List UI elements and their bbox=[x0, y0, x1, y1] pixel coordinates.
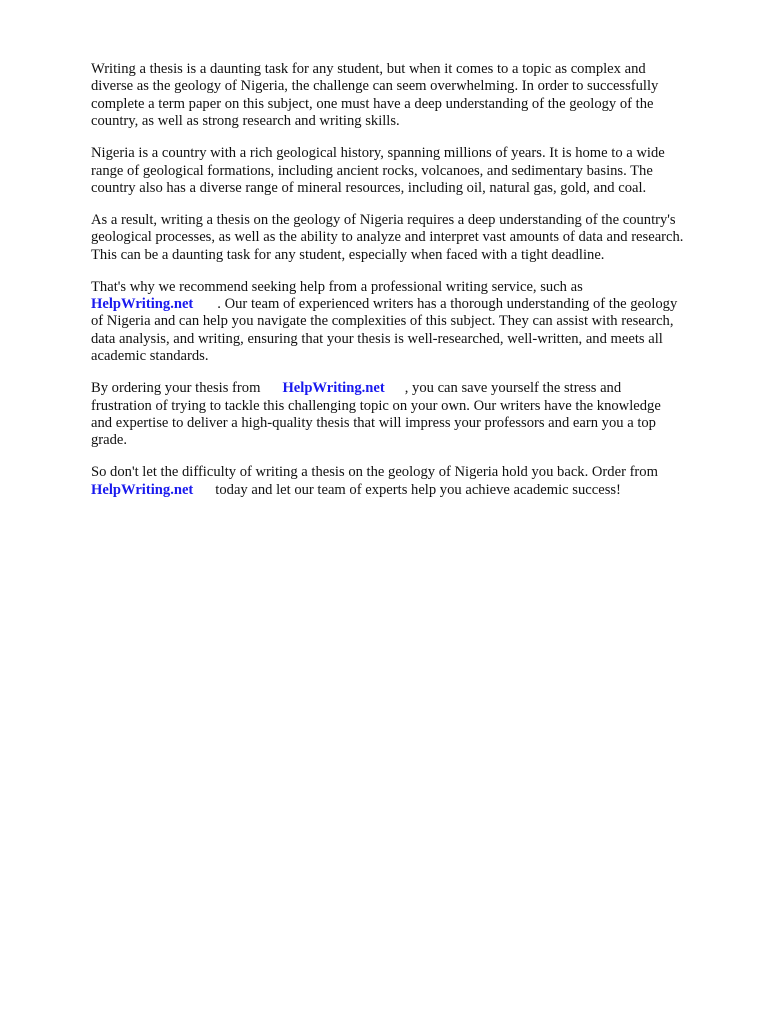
paragraph-ordering bbox=[91, 380, 731, 450]
paragraph-intro bbox=[91, 61, 731, 131]
text-line: This can be a daunting task for any student, especially when faced with a tight deadline. bbox=[91, 246, 605, 263]
text-line: frustration of trying to tackle this challenging topic on your own. Our writers have the knowledge bbox=[91, 397, 661, 414]
paragraph-geology bbox=[91, 145, 731, 197]
text-line: geological processes, as well as the ability to analyze and interpret vast amounts of data and research. bbox=[91, 229, 684, 246]
text-line: grade. bbox=[91, 432, 128, 449]
text-line: country also has a diverse range of mineral resources, including oil, natural gas, gold, and coal. bbox=[91, 179, 647, 196]
text-after-link: . Our team of experienced writers has a thorough understanding of the geology bbox=[217, 295, 678, 312]
text-line: academic standards. bbox=[91, 348, 209, 365]
text-line: of Nigeria and can help you navigate the complexities of this subject. They can assist with research, bbox=[91, 313, 674, 330]
paragraph-recommendation bbox=[91, 279, 731, 366]
text-after-link: , you can save yourself the stress and bbox=[404, 380, 622, 397]
text-line: and expertise to deliver a high-quality thesis that will impress your professors and earn you a top bbox=[91, 414, 656, 431]
text-line: complete a term paper on this subject, one must have a deep understanding of the geology of the bbox=[91, 95, 654, 112]
text-line: So don't let the difficulty of writing a thesis on the geology of Nigeria hold you back. Order from bbox=[91, 464, 658, 481]
text-line bbox=[91, 296, 731, 313]
text-line: range of geological formations, including ancient rocks, volcanoes, and sedimentary basins. The bbox=[91, 162, 653, 179]
helpwriting-link[interactable]: HelpWriting.net bbox=[91, 295, 194, 312]
text-line: data analysis, and writing, ensuring that your thesis is well-researched, well-written, and meets all bbox=[91, 330, 663, 347]
text-line: Nigeria is a country with a rich geological history, spanning millions of years. It is home to a wide bbox=[91, 145, 665, 162]
text-line bbox=[91, 482, 731, 499]
text-line: Writing a thesis is a daunting task for any student, but when it comes to a topic as complex and bbox=[91, 61, 646, 77]
text-after-link: today and let our team of experts help you achieve academic success! bbox=[215, 481, 621, 498]
text-line bbox=[91, 380, 731, 397]
helpwriting-link[interactable]: HelpWriting.net bbox=[91, 481, 194, 498]
paragraph-difficulty bbox=[91, 212, 731, 264]
text-line: That's why we recommend seeking help from a professional writing service, such as bbox=[91, 278, 583, 295]
text-before-link: By ordering your thesis from bbox=[91, 380, 261, 397]
text-line: As a result, writing a thesis on the geology of Nigeria requires a deep understanding of the country's bbox=[91, 211, 676, 228]
paragraph-closing bbox=[91, 464, 731, 499]
text-line: diverse as the geology of Nigeria, the challenge can seem overwhelming. In order to successfully bbox=[91, 78, 659, 95]
text-line: country, as well as strong research and writing skills. bbox=[91, 113, 400, 130]
document-page bbox=[91, 61, 731, 514]
helpwriting-link[interactable]: HelpWriting.net bbox=[282, 380, 385, 397]
